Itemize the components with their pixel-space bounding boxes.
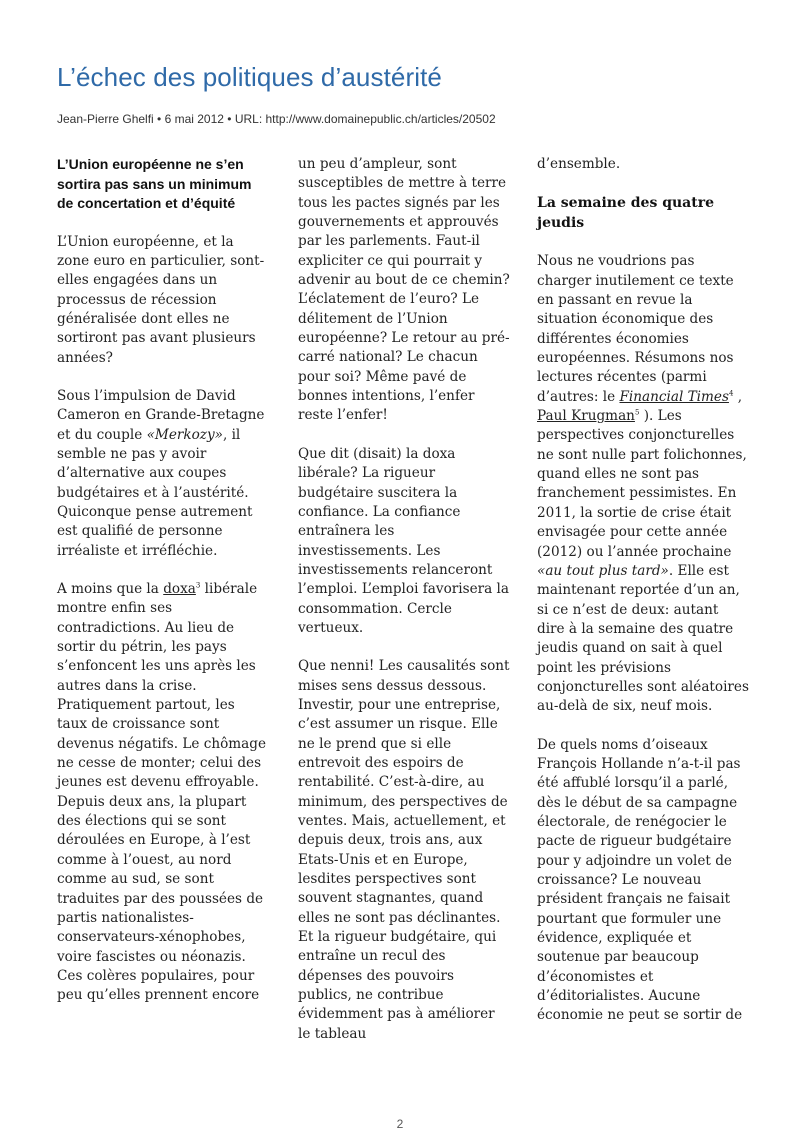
paragraph: L’Union européenne, et la zone euro en particulier, sont-elles engagées dans un processus de récession généralisée dont elles ne sortiront pas avant plusieurs années? — [57, 233, 265, 366]
paragraph: Que nenni! Les causalités sont mises sens dessus dessous. Investir, pour une entreprise, c’est assumer un risque. Elle ne le prend que si elle entrevoit des espoirs de rentabilité. C’est-à-dire, au minimum, des perspectives de ventes. Mais, actuellement, et depuis deux, trois ans, aux Etats-Unis et en Europe, lesdites perspectives sont souvent stagnantes, quand elles ne sont pas déclinantes. Et la rigueur budgétaire, qui entraîne un recul des dépenses des pouvoirs publics, ne contribue évidemment pas à améliorer le tableau — [298, 658, 510, 1042]
article-subhead: L’Union européenne ne s’en sortira pas sans un minimum de concertation et d’équité — [57, 156, 252, 211]
paragraph — [57, 580, 269, 1006]
text-span: . Elle est maintenant reportée d’un an, si ce n’est de deux: autant dire à la semaine des quatre jeudis quand on sait à quel point les prévisions conjoncturelles sont aléatoires au-delà de six, neuf mois. — [537, 562, 749, 715]
text-span: ). Les perspectives conjoncturelles ne sont nulle part folichonnes, quand elles ne sont pas franchement pessimistes. En 2011, la sortie de crise était envisagée pour cette année (2012) ou l’année prochaine — [537, 408, 747, 560]
column-2 — [298, 155, 510, 1063]
page-number: 2 — [396, 1117, 404, 1131]
reference-link-paul-krugman[interactable]: Paul Krugman — [537, 408, 635, 425]
text-span: libérale montre enfin ses contradictions. Au lieu de sortir du pétrin, les pays s’enfoncent les uns après les autres dans la crise. Pratiquement partout, les taux de croissance sont devenus négatifs. Le chômage ne cesse de monter; celui des jeunes est devenu effroyable. Depuis deux ans, la plupart des élections qui se sont déroulées en Europe, à l’est comme à l’ouest, au nord comme au sud, se sont traduites par des poussées de partis nationalistes-conservateurs-xénophobes, voire fascistes ou néonazis. Ces colères populaires, pour peu qu’elles prennent encore — [57, 581, 267, 1004]
emphasis-text: «Merkozy» — [146, 426, 223, 443]
paragraph — [57, 387, 269, 561]
reference-link-financial-times[interactable]: Financial Times — [619, 388, 729, 405]
paragraph: un peu d’ampleur, sont susceptibles de mettre à terre tous les pactes signés par les gouvernements et approuvés par les parlements. Faut-il expliciter ce qui pourrait y advenir au bout de ce chemin? L’éclatement de l’euro? Le délitement de l’Union européenne? Le retour au pré-carré national? Le chacun pour soi? Même pavé de bonnes intentions, l’enfer reste l’enfer! — [298, 156, 510, 424]
footnote-marker: 5 — [634, 408, 640, 417]
article-byline: Jean-Pierre Ghelfi • 6 mai 2012 • URL: http://www.domainepublic.ch/articles/20502 — [57, 112, 496, 126]
text-span: A moins que la — [57, 581, 164, 597]
footnote-marker: 3 — [195, 581, 201, 590]
article-title: L’échec des politiques d’austérité — [57, 62, 442, 92]
section-heading: La semaine des quatre jeudis — [537, 195, 714, 232]
paragraph: De quels noms d’oiseaux François Hollande n’a-t-il pas été affublé lorsqu’il a parlé, dès le début de sa campagne électorale, de renégocier le pacte de rigueur budgétaire pour y adjoindre un volet de croissance? Le nouveau président français ne faisait pourtant que formuler une évidence, expliquée et soutenue par beaucoup d’économistes et d’éditorialistes. Aucune économie ne peut se sortir de — [537, 736, 743, 1024]
text-span: , il semble ne pas y avoir d’alternative aux coupes budgétaires et à l’austérité. Quiconque pense autrement est qualifié de personne irréaliste et irréfléchie. — [57, 426, 253, 559]
footnote-marker: 4 — [728, 389, 734, 398]
reference-link-doxa[interactable]: doxa — [163, 581, 196, 597]
text-span: Nous ne voudrions pas charger inutilement ce texte en passant en revue la situation économique des différentes économies européennes. Résumons nos lectures récentes (parmi d’autres: le — [537, 253, 734, 405]
paragraph — [537, 252, 749, 716]
paragraph: Que dit (disait) la doxa libérale? La rigueur budgétaire suscitera la confiance. La confiance entraînera les investissements. Les investissements relanceront l’emploi. L’emploi favorisera la consommation. Cercle vertueux. — [298, 445, 509, 636]
paragraph: d’ensemble. — [537, 156, 621, 172]
text-span: Sous l’impulsion de David Cameron en Grande-Bretagne et du couple — [57, 387, 265, 443]
emphasis-text: «au tout plus tard» — [537, 562, 669, 579]
column-3 — [537, 155, 749, 1045]
column-1 — [57, 155, 269, 1025]
text-span: , — [733, 388, 743, 405]
